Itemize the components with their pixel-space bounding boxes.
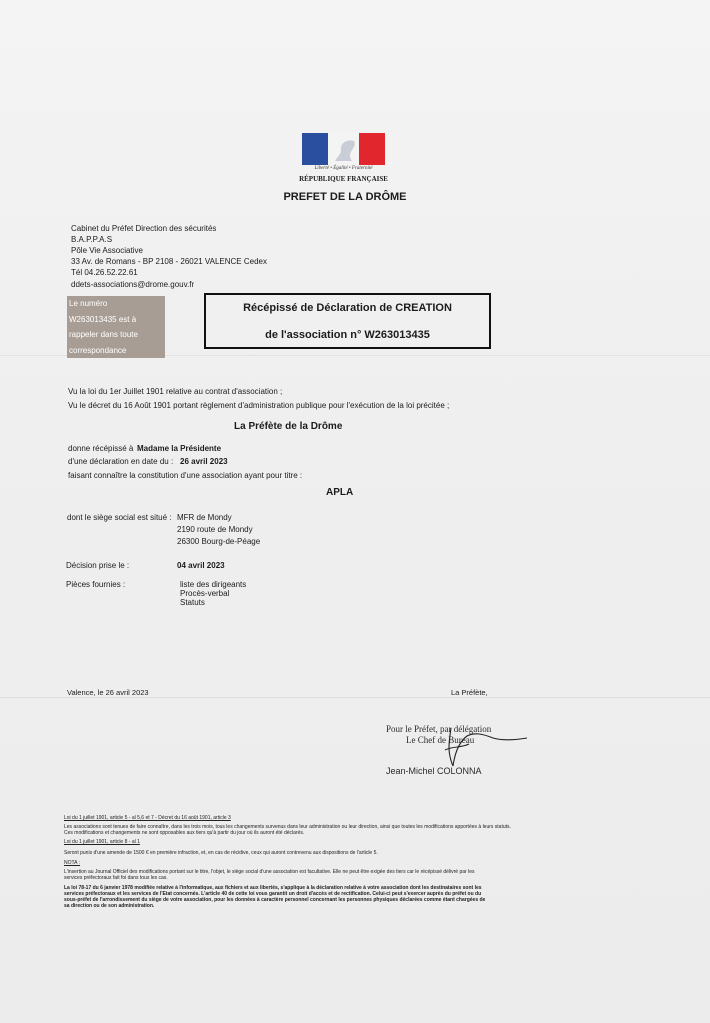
considerant-decree: Vu le décret du 16 Août 1901 portant règlement d'administration publique pour l'exécution de la loi précitée ; <box>68 401 450 410</box>
legal-text: services préfectoraux fait foi dans tous les cas. <box>64 875 168 881</box>
legal-reference: Loi du 1 juillet 1901, article 5 - al 5,6 et 7 - Décret du 16 août 1901, article 3 <box>64 815 231 821</box>
document-item: liste des dirigeants <box>180 580 247 589</box>
nota-label: NOTA : <box>64 860 81 866</box>
legal-reference: Loi du 1 juillet 1901, article 8 - al 1 <box>64 839 140 845</box>
reference-line: Le numéro <box>69 299 108 308</box>
signature-block <box>384 722 534 782</box>
decision-date: 04 avril 2023 <box>177 561 225 570</box>
logo-republique: RÉPUBLIQUE FRANÇAISE <box>299 175 388 183</box>
seat-label: dont le siège social est situé : <box>67 513 172 522</box>
place-date: Valence, le 26 avril 2023 <box>67 688 149 697</box>
declaration-date: 26 avril 2023 <box>180 457 228 466</box>
signature-name: Jean-Michel COLONNA <box>386 766 482 776</box>
signatory-title: La Préfète, <box>451 688 488 697</box>
address-line: Pôle Vie Associative <box>71 246 143 255</box>
legal-text: sa direction ou de son administration. <box>64 903 155 909</box>
considerant-law: Vu la loi du 1er Juillet 1901 relative au contrat d'association ; <box>68 387 283 396</box>
legal-text: Ces modifications et changements ne sont opposables aux tiers qu'à partir du jour où ils auront été déclarés. <box>64 830 305 836</box>
receipt-title: Récépissé de Déclaration de CREATION <box>243 302 452 314</box>
document-item: Procès-verbal <box>180 589 230 598</box>
reference-line: W263013435 est à <box>69 314 137 324</box>
legal-text: services préfectoraux et les services de l'Etat concernés. L'article 40 de cette loi vous garantit un droit d'accès et de rectification. Celui-ci peut s'exercer auprès du préfet ou du <box>64 891 482 897</box>
address-line: Tél 04.26.52.22.61 <box>71 268 138 277</box>
seat-line: MFR de Mondy <box>177 513 232 522</box>
fold-line <box>0 697 710 698</box>
recipient-value: Madame la Présidente <box>137 444 222 453</box>
marianne-logo <box>302 133 385 165</box>
declaration-date-label: d'une déclaration en date du : <box>68 457 174 466</box>
legal-text: Les associations sont tenues de faire connaître, dans les trois mois, tous les changements survenus dans leur administration ou leur direction, ainsi que toutes les modifications apportées à leurs statuts. <box>64 824 511 830</box>
address-email: ddets-associations@drome.gouv.fr <box>71 280 195 289</box>
signature-delegation: Pour le Préfet, par délégation <box>386 724 492 734</box>
purpose-label: faisant connaître la constitution d'une association ayant pour titre : <box>68 471 303 480</box>
decision-label: Décision prise le : <box>66 561 130 570</box>
seat-line: 26300 Bourg-de-Péage <box>177 537 261 546</box>
address-line: 33 Av. de Romans - BP 2108 - 26021 VALENCE Cedex <box>71 257 267 266</box>
seat-line: 2190 route de Mondy <box>177 525 253 534</box>
association-name: APLA <box>326 487 354 498</box>
legal-text: Seront punis d'une amende de 1500 € en première infraction, et, en cas de récidive, ceux qui auront contrevenu aux dispositions de l'article 5. <box>64 850 378 856</box>
prefecture-title: PREFET DE LA DRÔME <box>283 191 407 203</box>
logo-motto: Liberté • Égalité • Fraternité <box>314 166 373 171</box>
authority-heading: La Préfète de la Drôme <box>234 421 343 432</box>
documents-label: Pièces fournies : <box>66 580 126 589</box>
signature-role: Le Chef de Bureau <box>406 735 475 745</box>
reference-line: correspondance <box>69 345 127 355</box>
document-item: Statuts <box>180 598 205 607</box>
receipt-subtitle: de l'association n° W263013435 <box>265 329 430 341</box>
legal-text: La loi 78-17 du 6 janvier 1978 modifiée relative à l'informatique, aux fichiers et aux libertés, s'applique à la déclaration relative à votre association dont les destinataires sont les <box>64 885 482 891</box>
address-line: Cabinet du Préfet Direction des sécurités <box>71 224 217 233</box>
reference-box <box>67 296 165 358</box>
legal-text: sous-préfet de l'arrondissement du siège de votre association, pour les données à caractère personnel concernant les personnes physiques déclarées comme étant chargées de <box>64 897 486 903</box>
reference-line: rappeler dans toute <box>69 330 138 339</box>
recipient-label: donne récépissé à <box>68 444 134 453</box>
address-line: B.A.P.P.A.S <box>71 235 113 244</box>
legal-text: L'insertion au Journal Officiel des modifications portant sur le titre, l'objet, le siège social d'une association est facultative. Elle ne peut être exigée des tiers car le récépissé délivré par les <box>64 869 475 875</box>
handwritten-signature <box>439 722 529 772</box>
receipt-title-box <box>204 293 491 349</box>
